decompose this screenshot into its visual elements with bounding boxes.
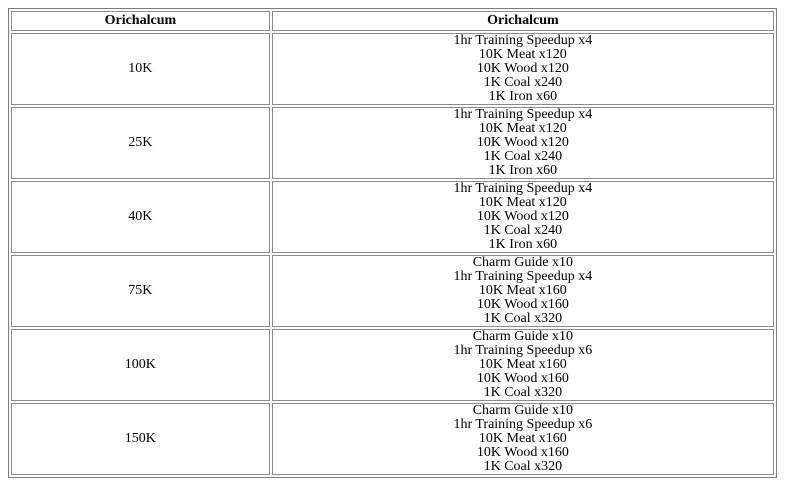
reward-line: 1K Iron x60 [488,237,558,252]
reward-line: 1K Iron x60 [488,89,558,104]
rewards-cell [272,329,774,401]
reward-line: 10K Meat x160 [478,283,567,298]
reward-line: 10K Meat x160 [478,357,567,372]
reward-line: 10K Meat x160 [478,431,567,446]
reward-line: 1hr Training Speedup x4 [453,269,593,284]
reward-line: 10K Wood x160 [476,297,569,312]
reward-line: 10K Meat x120 [478,195,567,210]
rewards-cell [272,403,774,475]
reward-line: Charm Guide x10 [472,255,574,270]
reward-line: 1K Coal x320 [483,459,563,474]
reward-line: 10K Wood x120 [476,135,569,150]
reward-line: 1hr Training Speedup x6 [453,343,593,358]
tier-cell: 150K [11,403,270,475]
reward-line: 10K Meat x120 [478,47,567,62]
tier-cell: 75K [11,255,270,327]
table-row [11,329,774,401]
reward-line: 1hr Training Speedup x6 [453,417,593,432]
reward-line: Charm Guide x10 [472,403,574,418]
rewards-cell [272,33,774,105]
reward-line: 1hr Training Speedup x4 [453,107,593,122]
tier-cell: 100K [11,329,270,401]
reward-line: 10K Meat x120 [478,121,567,136]
table-row [11,181,774,253]
reward-line: 10K Wood x120 [476,209,569,224]
reward-line: 10K Wood x160 [476,371,569,386]
header-cell-rewards: Orichalcum [272,11,774,31]
rewards-cell [272,107,774,179]
orichalcum-rewards-table [8,8,777,478]
rewards-cell [272,255,774,327]
reward-line: 1K Coal x240 [483,149,563,164]
table-row [11,33,774,105]
table-row [11,255,774,327]
tier-cell: 10K [11,33,270,105]
reward-line: 1hr Training Speedup x4 [453,33,593,48]
table-row [11,107,774,179]
reward-line: 10K Wood x120 [476,61,569,76]
reward-line: 1K Iron x60 [488,163,558,178]
reward-line: 1hr Training Speedup x4 [453,181,593,196]
table-row [11,403,774,475]
reward-line: 10K Wood x160 [476,445,569,460]
reward-line: 1K Coal x320 [483,311,563,326]
reward-line: Charm Guide x10 [472,329,574,344]
tier-cell: 25K [11,107,270,179]
reward-line: 1K Coal x240 [483,223,563,238]
reward-line: 1K Coal x240 [483,75,563,90]
tier-cell: 40K [11,181,270,253]
rewards-cell [272,181,774,253]
header-row [11,11,774,31]
reward-line: 1K Coal x320 [483,385,563,400]
header-cell-tier: Orichalcum [11,11,270,31]
table-body [11,33,774,475]
